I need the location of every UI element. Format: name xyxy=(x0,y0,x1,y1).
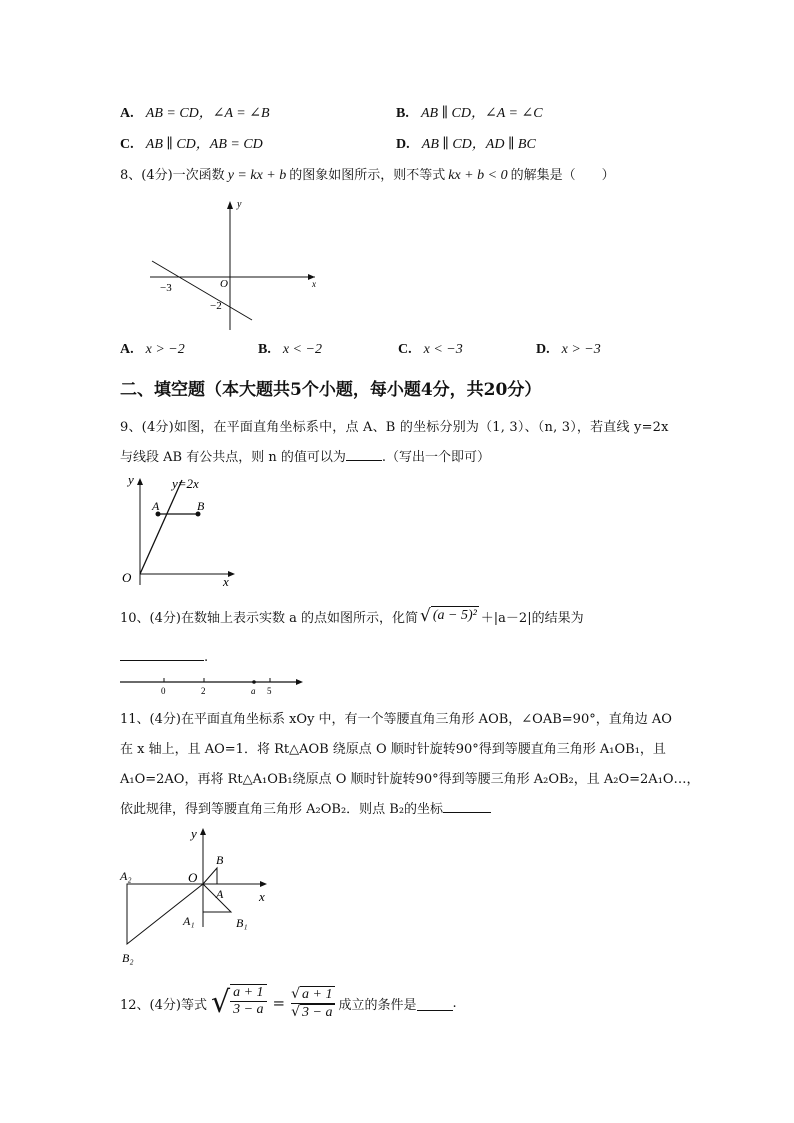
svg-text:A: A xyxy=(152,499,160,513)
q9-stem-line2: 与线段 AB 有公共点，则 n 的值可以为 .（写出一个即可） xyxy=(120,450,490,465)
q10-sqrt-expression: √ (a − 5)² xyxy=(419,606,477,626)
svg-text:A₂: A₂ xyxy=(120,869,132,883)
svg-text:O: O xyxy=(122,570,132,585)
svg-text:a: a xyxy=(251,686,256,696)
q8-option-d: D. x > −3 xyxy=(536,342,601,357)
svg-text:B₁: B₁ xyxy=(236,916,248,930)
q11-stem-line4: 依此规律，得到等腰直角三角形 A₂OB₂．则点 B₂的坐标 xyxy=(120,798,491,817)
q8-stem: 8、(4分)一次函数 y = kx + b 的图象如图所示，则不等式 kx + b < 0 的解集是（ ） xyxy=(120,168,615,183)
svg-text:x: x xyxy=(259,889,265,904)
q7-option-c: C. AB ∥ CD，AB = CD xyxy=(120,137,263,152)
q11-stem-line2: 在 x 轴上，且 AO=1．将 Rt△AOB 绕原点 O 顺时针旋转90°得到等腰直角三角形 A₁OB₁，且 xyxy=(120,742,666,757)
svg-text:x: x xyxy=(223,574,229,589)
q12-left-sqrt: √ $\frac{a + 1}{3 - a}$ xyxy=(211,984,267,1022)
svg-text:5: 5 xyxy=(267,686,272,696)
q12-answer-blank[interactable] xyxy=(417,996,453,1011)
section-title: 二、填空题（本大题共5个小题，每小题4分，共20分） xyxy=(120,380,542,400)
q9-line-y2x xyxy=(140,480,182,574)
svg-text:B: B xyxy=(216,853,224,867)
q10-answer-blank[interactable] xyxy=(120,646,204,661)
svg-text:O: O xyxy=(188,870,198,885)
q9-coordinate-graph xyxy=(115,470,245,590)
svg-text:y=2x: y=2x xyxy=(172,476,199,491)
svg-text:A: A xyxy=(216,887,224,901)
q10-stem: 10、(4分)在数轴上表示实数 a 的点如图所示，化简 √ (a − 5)² ＋|a－2|的结果为 xyxy=(120,606,584,626)
q11-stem-line1: 11、(4分)在平面直角坐标系 xOy 中，有一个等腰直角三角形 AOB，∠OAB=90°，直角边 AO xyxy=(120,712,672,727)
svg-text:B: B xyxy=(197,499,205,513)
svg-text:B₂: B₂ xyxy=(122,951,134,965)
svg-text:A₁: A₁ xyxy=(183,914,195,928)
q9-stem-line1: 9、(4分)如图，在平面直角坐标系中，点 A、B 的坐标分别为（1, 3）、（n, 3），若直线 y=2x xyxy=(120,420,669,435)
q8-x-label: x xyxy=(312,279,316,289)
svg-text:y: y xyxy=(191,826,197,841)
q8-option-a: A. x > −2 xyxy=(120,342,185,357)
q9-answer-blank[interactable] xyxy=(346,460,382,461)
q7-option-d: D. AB ∥ CD，AD ∥ BC xyxy=(396,137,536,152)
svg-text:2: 2 xyxy=(201,686,206,696)
q11-stem-line3: A₁O=2AO，再将 Rt△A₁OB₁绕原点 O 顺时针旋转90°得到等腰三角形 A₂OB₂，且 A₂O=2A₁O…， xyxy=(120,772,700,787)
q8-line-graph xyxy=(140,195,340,335)
q11-rotation-graph xyxy=(115,822,275,970)
q7-option-a: A. AB = CD，∠A = ∠B xyxy=(120,106,270,121)
q10-answer: . xyxy=(120,646,208,665)
q8-x-intercept-label: −3 xyxy=(160,282,172,294)
q11-answer-blank[interactable] xyxy=(443,812,491,813)
q10-number-line xyxy=(115,674,305,700)
svg-text:0: 0 xyxy=(161,686,166,696)
svg-text:y: y xyxy=(128,472,134,487)
q7-option-b: B. AB ∥ CD，∠A = ∠C xyxy=(396,106,543,121)
q8-option-c: C. x < −3 xyxy=(398,342,463,357)
q8-origin-label: O xyxy=(220,278,228,290)
q8-y-intercept-label: −2 xyxy=(210,300,222,312)
q8-option-b: B. x < −2 xyxy=(258,342,322,357)
q12-stem: 12、(4分)等式 √ $\frac{a + 1}{3 - a}$ = √ a + 1 √ 3 − a 成立的条件是 . xyxy=(120,985,457,1020)
q12-right-fraction: √ a + 1 √ 3 − a xyxy=(291,985,333,1020)
q8-y-label: y xyxy=(237,199,242,210)
